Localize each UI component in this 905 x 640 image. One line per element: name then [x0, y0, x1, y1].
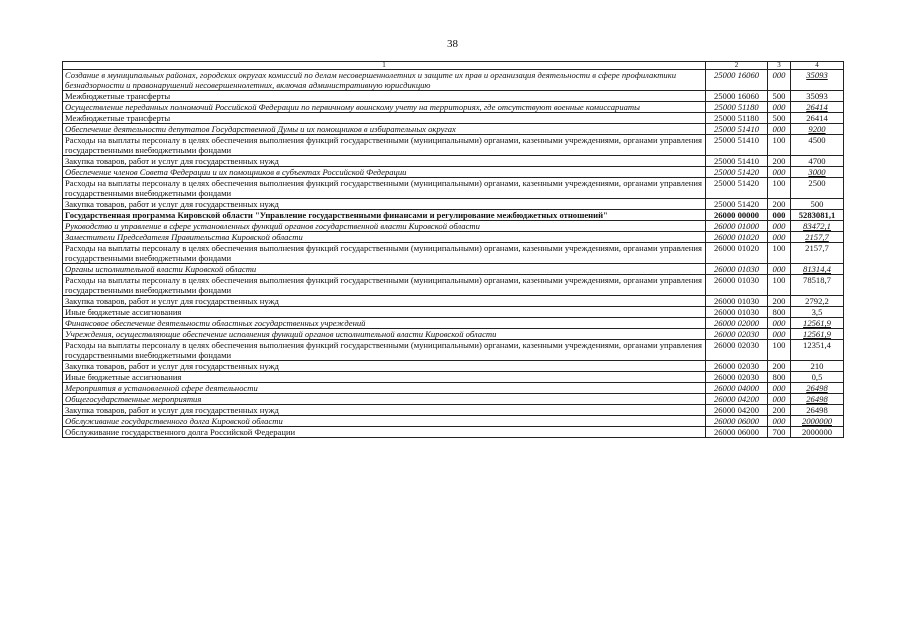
row-name-text: Расходы на выплаты персоналу в целях обеспечения выполнения функций государственными (муниципальными) органами, казенными учреждениями, органами управления государственными внебюджетными фондами	[65, 243, 702, 263]
row-name-text: Иные бюджетные ассигнования	[65, 307, 182, 317]
row-name-text: Расходы на выплаты персоналу в целях обеспечения выполнения функций государственными (муниципальными) органами, казенными учреждениями, органами управления государственными внебюджетными фондами	[65, 135, 702, 155]
row-expense-type-cell	[768, 405, 791, 416]
row-amount-text: 4700	[808, 156, 826, 166]
row-name-cell	[63, 113, 706, 124]
page-number: 38	[447, 38, 458, 50]
row-code-text: 26000 06000	[713, 427, 760, 437]
row-amount-cell	[791, 416, 844, 427]
row-code-cell	[706, 124, 768, 135]
row-amount-text: 2157,7	[805, 243, 829, 253]
column-header-3: 3	[768, 62, 791, 70]
budget-table	[62, 61, 844, 438]
row-amount-text: 26498	[806, 394, 828, 404]
table-row	[63, 124, 844, 135]
row-expense-type-cell	[768, 296, 791, 307]
row-name-cell	[63, 102, 706, 113]
row-expense-type-text: 500	[772, 113, 786, 123]
row-amount-cell	[791, 113, 844, 124]
row-amount-text: 26498	[806, 383, 828, 393]
row-name-cell	[63, 307, 706, 318]
column-header-2: 2	[706, 62, 768, 70]
row-amount-text: 26414	[806, 113, 828, 123]
row-code-cell	[706, 394, 768, 405]
row-code-text: 26000 01030	[713, 296, 760, 306]
row-amount-cell	[791, 178, 844, 199]
row-amount-cell	[791, 307, 844, 318]
row-code-cell	[706, 199, 768, 210]
row-name-text: Общегосударственные мероприятия	[65, 394, 202, 404]
row-expense-type-cell	[768, 102, 791, 113]
row-name-cell	[63, 135, 706, 156]
row-expense-type-cell	[768, 210, 791, 221]
table-row	[63, 199, 844, 210]
row-code-cell	[706, 416, 768, 427]
row-code-text: 25000 16060	[713, 70, 760, 80]
table-row	[63, 70, 844, 91]
row-code-cell	[706, 221, 768, 232]
row-amount-cell	[791, 210, 844, 221]
row-expense-type-cell	[768, 113, 791, 124]
row-amount-text: 12351,4	[803, 340, 831, 350]
row-code-cell	[706, 264, 768, 275]
table-row	[63, 91, 844, 102]
row-expense-type-text: 000	[772, 416, 786, 426]
row-name-cell	[63, 70, 706, 91]
table-row	[63, 405, 844, 416]
row-name-cell	[63, 91, 706, 102]
row-code-cell	[706, 405, 768, 416]
row-expense-type-cell	[768, 318, 791, 329]
row-expense-type-text: 100	[772, 135, 786, 145]
row-code-cell	[706, 383, 768, 394]
row-code-text: 26000 04200	[713, 405, 760, 415]
row-code-text: 26000 01030	[713, 307, 760, 317]
row-expense-type-text: 200	[772, 296, 786, 306]
row-amount-text: 500	[810, 199, 824, 209]
row-name-text: Обеспечение деятельности депутатов Государственной Думы и их помощников в избирательных округах	[65, 124, 456, 134]
row-amount-text: 81314,4	[803, 264, 831, 274]
row-amount-cell	[791, 102, 844, 113]
row-code-text: 25000 16060	[713, 91, 760, 101]
row-amount-text: 2000000	[801, 416, 833, 426]
row-code-cell	[706, 340, 768, 361]
table-row	[63, 307, 844, 318]
row-name-text: Обеспечение членов Совета Федерации и их помощников в субъектах Российской Федерации	[65, 167, 407, 177]
row-code-cell	[706, 296, 768, 307]
row-expense-type-text: 200	[772, 199, 786, 209]
row-amount-text: 35093	[806, 70, 828, 80]
table-row	[63, 221, 844, 232]
table-row	[63, 394, 844, 405]
row-expense-type-text: 000	[772, 329, 786, 339]
row-name-cell	[63, 318, 706, 329]
row-code-cell	[706, 329, 768, 340]
table-row	[63, 383, 844, 394]
row-code-text: 26000 04000	[713, 383, 760, 393]
row-expense-type-text: 200	[772, 156, 786, 166]
table-row	[63, 361, 844, 372]
row-name-text: Осуществление переданных полномочий Российской Федерации по первичному воинскому учету на территориях, где отсутствуют военные комиссариаты	[65, 102, 640, 112]
table-row	[63, 102, 844, 113]
table-row	[63, 135, 844, 156]
row-name-cell	[63, 416, 706, 427]
row-code-text: 26000 02030	[713, 329, 760, 339]
row-name-text: Межбюджетные трансферты	[65, 91, 171, 101]
row-expense-type-cell	[768, 329, 791, 340]
row-expense-type-text: 000	[772, 394, 786, 404]
row-code-cell	[706, 135, 768, 156]
table-row	[63, 156, 844, 167]
table-row	[63, 210, 844, 221]
row-code-cell	[706, 427, 768, 438]
row-code-text: 26000 02030	[713, 340, 760, 350]
row-code-text: 25000 51410	[713, 135, 760, 145]
row-name-cell	[63, 361, 706, 372]
row-name-text: Расходы на выплаты персоналу в целях обеспечения выполнения функций государственными (муниципальными) органами, казенными учреждениями, органами управления государственными внебюджетными фондами	[65, 340, 702, 360]
row-code-text: 26000 02000	[713, 318, 760, 328]
row-code-text: 26000 02030	[713, 361, 760, 371]
row-amount-cell	[791, 361, 844, 372]
row-code-cell	[706, 102, 768, 113]
row-expense-type-cell	[768, 124, 791, 135]
row-amount-cell	[791, 394, 844, 405]
row-name-cell	[63, 221, 706, 232]
row-expense-type-cell	[768, 383, 791, 394]
row-name-cell	[63, 340, 706, 361]
row-amount-cell	[791, 275, 844, 296]
row-expense-type-cell	[768, 156, 791, 167]
row-amount-cell	[791, 427, 844, 438]
row-code-text: 26000 01020	[713, 232, 760, 242]
row-code-text: 25000 51420	[713, 167, 760, 177]
row-expense-type-text: 700	[772, 427, 786, 437]
row-name-cell	[63, 167, 706, 178]
column-number-row	[63, 62, 844, 70]
row-amount-cell	[791, 232, 844, 243]
row-amount-cell	[791, 264, 844, 275]
row-expense-type-cell	[768, 372, 791, 383]
row-code-text: 26000 01030	[713, 275, 760, 285]
row-amount-text: 2000000	[801, 427, 833, 437]
row-amount-cell	[791, 199, 844, 210]
row-expense-type-text: 100	[772, 340, 786, 350]
row-amount-cell	[791, 329, 844, 340]
row-expense-type-cell	[768, 70, 791, 91]
table-row	[63, 275, 844, 296]
row-amount-text: 5283081,1	[798, 210, 836, 220]
row-amount-text: 3,5	[811, 307, 823, 317]
row-expense-type-text: 100	[772, 275, 786, 285]
row-expense-type-cell	[768, 232, 791, 243]
row-name-text: Обслуживание государственного долга Кировской области	[65, 416, 283, 426]
row-amount-cell	[791, 156, 844, 167]
row-expense-type-text: 500	[772, 91, 786, 101]
row-expense-type-cell	[768, 275, 791, 296]
row-name-text: Расходы на выплаты персоналу в целях обеспечения выполнения функций государственными (муниципальными) органами, казенными учреждениями, органами управления государственными внебюджетными фондами	[65, 275, 702, 295]
row-code-cell	[706, 275, 768, 296]
row-amount-cell	[791, 340, 844, 361]
row-name-text: Закупка товаров, работ и услуг для государственных нужд	[65, 156, 279, 166]
row-name-text: Органы исполнительной власти Кировской области	[65, 264, 257, 274]
row-name-text: Учреждения, осуществляющие обеспечение исполнения функций органов исполнительной власти Кировской области	[65, 329, 497, 339]
table-row	[63, 167, 844, 178]
row-expense-type-text: 000	[772, 264, 786, 274]
row-code-text: 26000 00000	[713, 210, 760, 220]
row-name-cell	[63, 275, 706, 296]
row-code-cell	[706, 113, 768, 124]
row-name-text: Закупка товаров, работ и услуг для государственных нужд	[65, 296, 279, 306]
table-row	[63, 329, 844, 340]
row-amount-text: 83472,1	[803, 221, 831, 231]
column-header-4: 4	[791, 62, 844, 70]
row-code-cell	[706, 307, 768, 318]
row-amount-text: 12561,9	[803, 329, 831, 339]
table-row	[63, 232, 844, 243]
row-expense-type-cell	[768, 91, 791, 102]
row-expense-type-cell	[768, 199, 791, 210]
row-amount-text: 4500	[808, 135, 826, 145]
row-code-text: 26000 01020	[713, 243, 760, 253]
row-name-cell	[63, 178, 706, 199]
row-name-cell	[63, 243, 706, 264]
row-expense-type-text: 200	[772, 405, 786, 415]
row-expense-type-cell	[768, 243, 791, 264]
row-expense-type-cell	[768, 361, 791, 372]
row-expense-type-text: 100	[772, 178, 786, 188]
table-row	[63, 264, 844, 275]
row-code-cell	[706, 178, 768, 199]
row-expense-type-cell	[768, 167, 791, 178]
row-expense-type-text: 800	[772, 372, 786, 382]
row-name-text: Межбюджетные трансферты	[65, 113, 171, 123]
table-row	[63, 296, 844, 307]
row-amount-cell	[791, 405, 844, 416]
row-code-cell	[706, 156, 768, 167]
row-name-cell	[63, 156, 706, 167]
row-code-cell	[706, 232, 768, 243]
row-code-cell	[706, 372, 768, 383]
row-amount-text: 3000	[808, 167, 826, 177]
row-code-text: 26000 06000	[713, 416, 760, 426]
row-amount-cell	[791, 221, 844, 232]
row-expense-type-cell	[768, 264, 791, 275]
row-name-text: Закупка товаров, работ и услуг для государственных нужд	[65, 199, 279, 209]
row-expense-type-text: 000	[772, 232, 786, 242]
row-name-text: Закупка товаров, работ и услуг для государственных нужд	[65, 405, 279, 415]
table-row	[63, 178, 844, 199]
row-expense-type-cell	[768, 427, 791, 438]
row-amount-text: 0,5	[811, 372, 823, 382]
row-name-text: Расходы на выплаты персоналу в целях обеспечения выполнения функций государственными (муниципальными) органами, казенными учреждениями, органами управления государственными внебюджетными фондами	[65, 178, 702, 198]
row-amount-text: 12561,9	[803, 318, 831, 328]
row-amount-cell	[791, 243, 844, 264]
row-expense-type-text: 000	[772, 70, 786, 80]
row-amount-text: 210	[810, 361, 824, 371]
row-name-cell	[63, 264, 706, 275]
row-expense-type-text: 000	[772, 102, 786, 112]
row-expense-type-cell	[768, 416, 791, 427]
row-name-text: Обслуживание государственного долга Российской Федерации	[65, 427, 296, 437]
row-name-text: Создание в муниципальных районах, городских округах комиссий по делам несовершеннолетних и защите их прав и организация деятельности в сфере профилактики безнадзорности и правонарушений несовершеннолетних, включая административную юрисдикцию	[65, 70, 677, 90]
row-name-text: Государственная программа Кировской области "Управление государственными финансами и регулирование межбюджетных отношений"	[65, 210, 608, 220]
table-row	[63, 416, 844, 427]
row-amount-cell	[791, 70, 844, 91]
row-amount-text: 78518,7	[803, 275, 831, 285]
row-code-text: 26000 01030	[713, 264, 760, 274]
row-name-text: Заместители Председателя Правительства Кировской области	[65, 232, 303, 242]
row-code-cell	[706, 318, 768, 329]
row-amount-text: 26414	[806, 102, 828, 112]
row-code-cell	[706, 91, 768, 102]
row-expense-type-text: 000	[772, 167, 786, 177]
row-name-text: Закупка товаров, работ и услуг для государственных нужд	[65, 361, 279, 371]
row-amount-cell	[791, 318, 844, 329]
row-code-text: 25000 51420	[713, 199, 760, 209]
row-code-text: 25000 51410	[713, 156, 760, 166]
row-expense-type-text: 800	[772, 307, 786, 317]
row-expense-type-cell	[768, 221, 791, 232]
row-name-cell	[63, 394, 706, 405]
row-code-cell	[706, 167, 768, 178]
table-row	[63, 113, 844, 124]
row-code-text: 26000 02030	[713, 372, 760, 382]
row-expense-type-text: 000	[772, 318, 786, 328]
row-expense-type-text: 200	[772, 361, 786, 371]
row-code-cell	[706, 361, 768, 372]
row-code-text: 25000 51420	[713, 178, 760, 188]
row-amount-cell	[791, 372, 844, 383]
row-amount-text: 2157,7	[805, 232, 829, 242]
row-expense-type-cell	[768, 178, 791, 199]
row-name-cell	[63, 199, 706, 210]
row-expense-type-cell	[768, 340, 791, 361]
row-name-text: Руководство и управление в сфере установленных функций органов государственной власти Кировской области	[65, 221, 480, 231]
row-expense-type-text: 000	[772, 221, 786, 231]
row-expense-type-text: 000	[772, 210, 786, 220]
row-name-cell	[63, 329, 706, 340]
row-amount-cell	[791, 167, 844, 178]
row-name-cell	[63, 210, 706, 221]
row-expense-type-text: 000	[772, 383, 786, 393]
row-name-cell	[63, 383, 706, 394]
row-name-cell	[63, 232, 706, 243]
row-code-text: 26000 01000	[713, 221, 760, 231]
table-row	[63, 427, 844, 438]
row-expense-type-cell	[768, 394, 791, 405]
row-amount-text: 35093	[806, 91, 828, 101]
row-amount-text: 26498	[806, 405, 828, 415]
row-name-cell	[63, 296, 706, 307]
row-name-cell	[63, 427, 706, 438]
row-code-text: 25000 51180	[714, 113, 759, 123]
row-amount-cell	[791, 383, 844, 394]
row-amount-cell	[791, 124, 844, 135]
row-expense-type-text: 000	[772, 124, 786, 134]
row-name-text: Мероприятия в установленной сфере деятельности	[65, 383, 258, 393]
row-name-text: Финансовое обеспечение деятельности областных государственных учреждений	[65, 318, 366, 328]
row-code-cell	[706, 243, 768, 264]
row-amount-cell	[791, 296, 844, 307]
row-expense-type-cell	[768, 307, 791, 318]
row-amount-text: 2792,2	[805, 296, 829, 306]
row-name-cell	[63, 124, 706, 135]
row-code-cell	[706, 210, 768, 221]
table-row	[63, 243, 844, 264]
column-header-1: 1	[63, 62, 706, 70]
table-row	[63, 318, 844, 329]
table-row	[63, 340, 844, 361]
row-expense-type-text: 100	[772, 243, 786, 253]
row-amount-cell	[791, 135, 844, 156]
row-name-cell	[63, 372, 706, 383]
row-amount-cell	[791, 91, 844, 102]
row-code-cell	[706, 70, 768, 91]
row-name-cell	[63, 405, 706, 416]
row-amount-text: 2500	[808, 178, 826, 188]
row-expense-type-cell	[768, 135, 791, 156]
table-row	[63, 372, 844, 383]
row-code-text: 25000 51180	[714, 102, 759, 112]
row-amount-text: 9200	[808, 124, 826, 134]
row-code-text: 25000 51410	[713, 124, 760, 134]
row-name-text: Иные бюджетные ассигнования	[65, 372, 182, 382]
row-code-text: 26000 04200	[713, 394, 760, 404]
